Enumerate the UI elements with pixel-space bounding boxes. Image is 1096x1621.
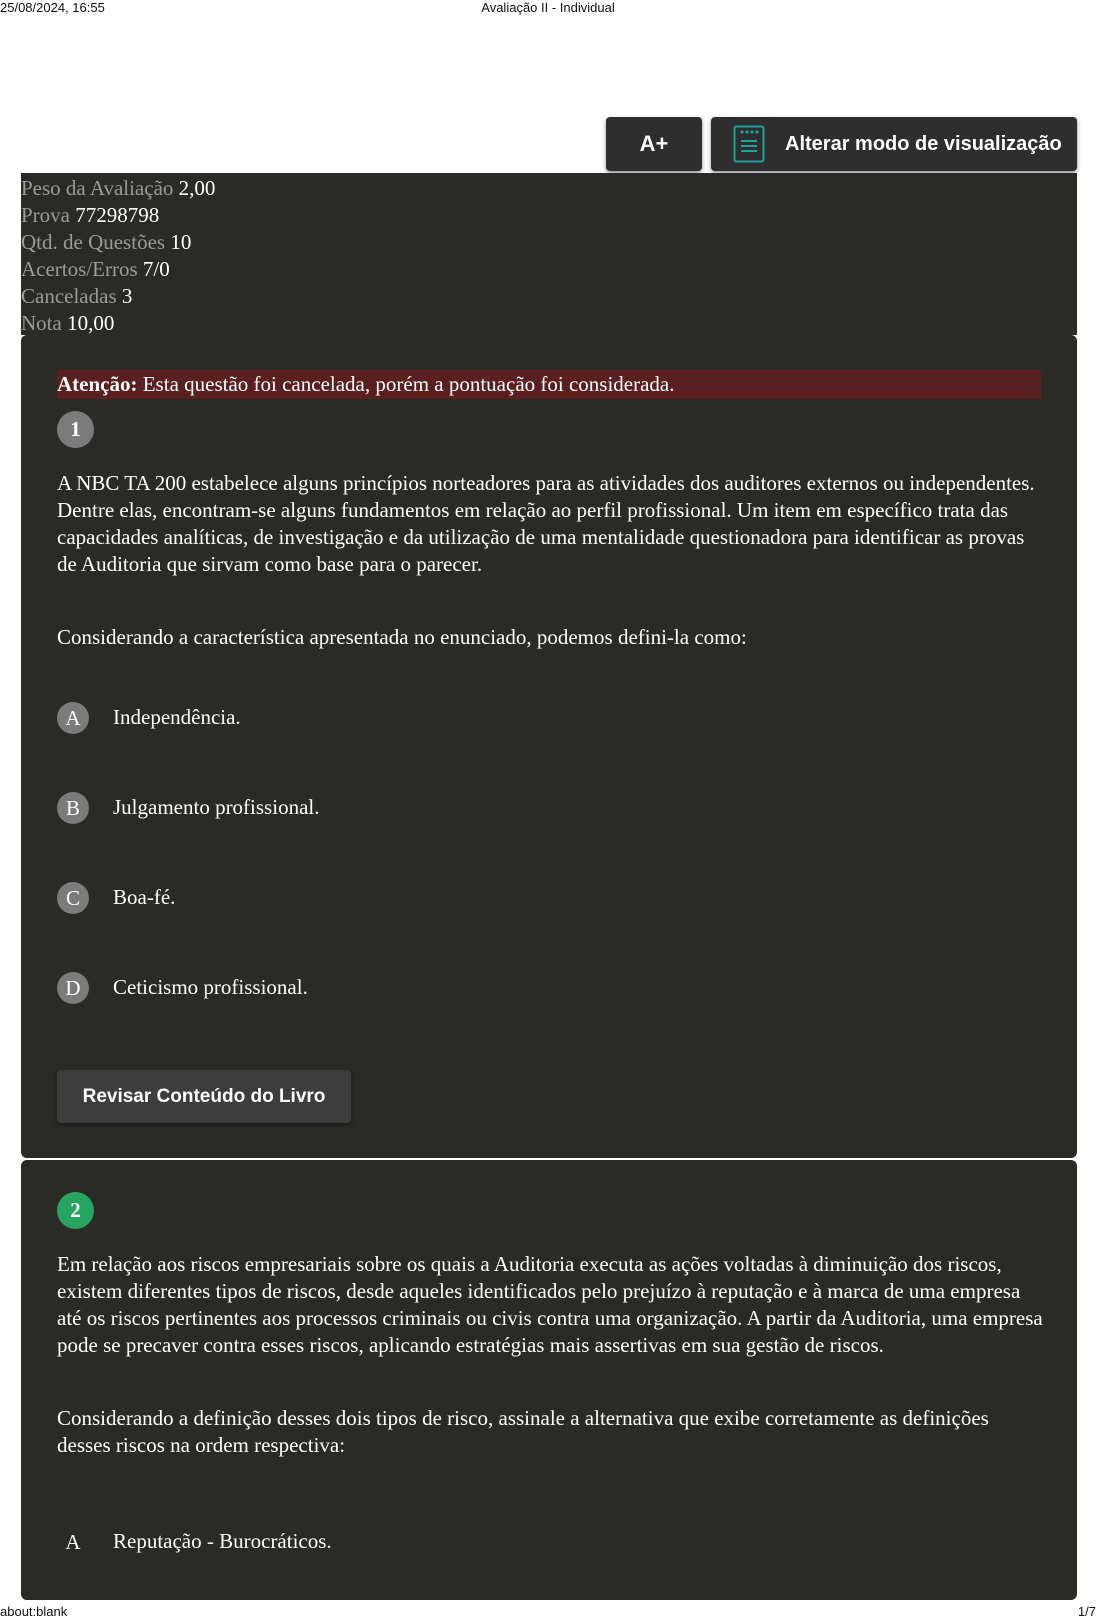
review-book-content-button[interactable]: Revisar Conteúdo do Livro xyxy=(57,1070,351,1123)
view-mode-button[interactable] xyxy=(711,117,1077,171)
notice-text: Esta questão foi cancelada, porém a pontuação foi considerada. xyxy=(142,372,675,396)
option-a[interactable] xyxy=(57,702,1037,742)
question-card-2 xyxy=(21,1160,1077,1600)
print-header xyxy=(0,0,1096,16)
option-d[interactable] xyxy=(57,972,1037,1012)
option-letter: A xyxy=(57,702,89,734)
view-mode-label: Alterar modo de visualização xyxy=(785,132,1062,155)
option-letter: C xyxy=(57,882,89,914)
summary-row-grade: Nota 10,00 xyxy=(21,311,115,335)
question-statement: A NBC TA 200 estabelece alguns princípios norteadores para as atividades dos auditores externos ou independentes. Dentre elas, encontram-se alguns fundamentos em relação ao perfil profissional. Um item em específico trata das capacidades analíticas, de investigação e da utilização de uma mentalidade questionadora para identificar as provas de Auditoria que sirvam como base para o parecer. xyxy=(57,471,1035,576)
option-c[interactable] xyxy=(57,882,1037,922)
summary-row-cancelled: Canceladas 3 xyxy=(21,284,133,308)
option-text: Julgamento profissional. xyxy=(113,795,320,819)
print-url: about:blank xyxy=(0,1604,68,1619)
print-title: Avaliação II - Individual xyxy=(481,0,615,15)
summary-row-exam: Prova 77298798 xyxy=(21,203,160,227)
option-text: Independência. xyxy=(113,705,241,729)
summary-row-question-count: Qtd. de Questões 10 xyxy=(21,230,192,254)
notice-label: Atenção: xyxy=(57,372,138,396)
option-text: Boa-fé. xyxy=(113,885,176,909)
question-prompt: Considerando a característica apresentada no enunciado, podemos defini-la como: xyxy=(57,625,747,649)
option-letter: D xyxy=(57,972,89,1004)
question-prompt: Considerando a definição desses dois tipos de risco, assinale a alternativa que exibe corretamente as definições desses riscos na ordem respectiva: xyxy=(57,1406,989,1457)
font-size-label: A+ xyxy=(639,131,669,156)
print-datetime: 25/08/2024, 16:55 xyxy=(0,0,105,15)
option-b[interactable] xyxy=(57,792,1037,832)
option-text: Ceticismo profissional. xyxy=(113,975,308,999)
option-text: Reputação - Burocráticos. xyxy=(113,1529,332,1553)
font-size-button[interactable] xyxy=(606,117,702,171)
print-footer xyxy=(0,1604,1096,1620)
assessment-summary xyxy=(21,173,1077,335)
option-letter: B xyxy=(57,792,89,824)
question-statement: Em relação aos riscos empresariais sobre os quais a Auditoria executa as ações voltadas à diminuição dos riscos, existem diferentes tipos de riscos, desde aqueles identificados pelo prejuízo à reputação e à marca de uma empresa até os riscos pertinentes aos processos criminais ou civis contra uma organização. A partir da Auditoria, uma empresa pode se precaver contra esses riscos, aplicando estratégias mais assertivas em sua gestão de riscos. xyxy=(57,1252,1043,1357)
print-page-number: 1/7 xyxy=(1077,1604,1096,1619)
summary-row-hits-errors: Acertos/Erros 7/0 xyxy=(21,257,170,281)
question-card-1 xyxy=(21,335,1077,1158)
question-number-badge: 1 xyxy=(57,411,94,448)
option-letter: A xyxy=(65,1529,81,1554)
summary-row-weight: Peso da Avaliação 2,00 xyxy=(21,176,216,200)
document-icon xyxy=(733,125,765,163)
question-number-badge: 2 xyxy=(57,1192,94,1229)
cancel-notice xyxy=(57,370,1041,399)
option-a[interactable] xyxy=(57,1526,1037,1566)
